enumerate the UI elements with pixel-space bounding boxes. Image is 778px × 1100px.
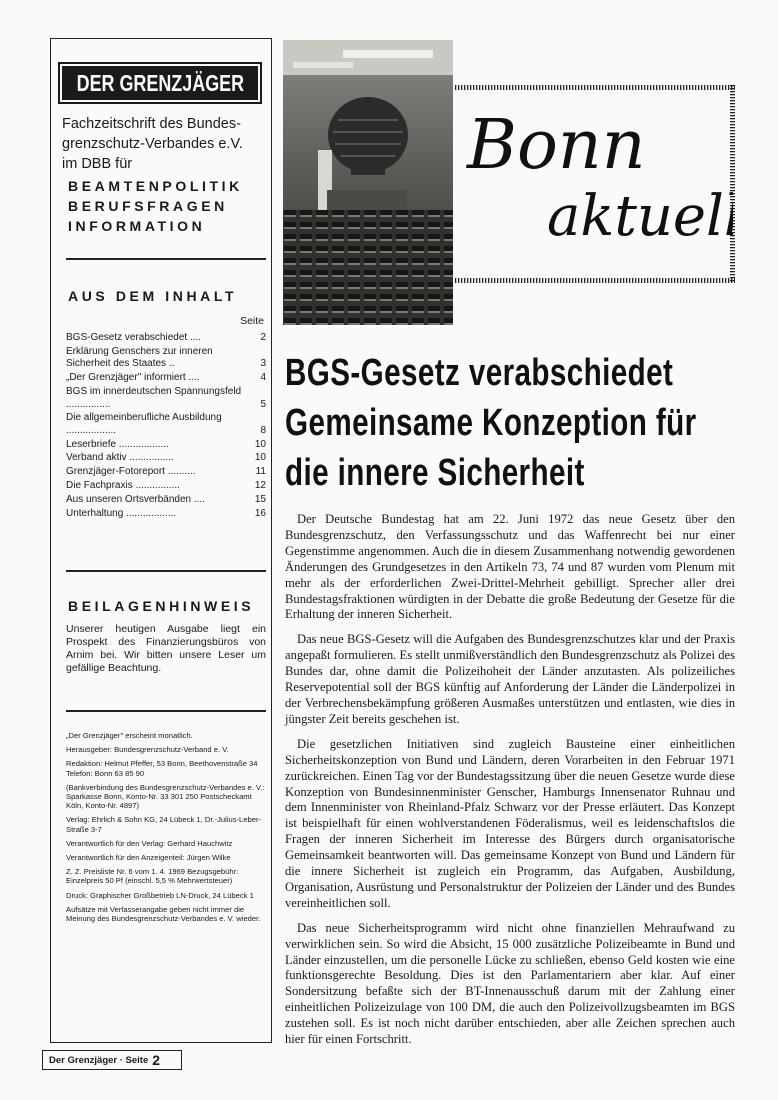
article-paragraph: Das neue Sicherheitsprogramm wird nicht ohne finanziellen Mehraufwand zu verwirklichen sein. So wird die Absicht, 15 000 zusätzliche Polizeibeamte in Bund und Länder einzustellen, um die personelle Lücke zu schließen, ebenso Geld kosten wie eine funktionsgerechte Besoldung. Dies ist den Parlamentariern aber klar. Auf einer Sondersitzung befaßte sich der BT-Innenausschuß darum mit der Zahlung einer einheitlichen Polizeizulage von 100 DM, die auch den Polizeivollzugsbeamten im BGS zustehen soll. Es ist noch nicht darüber entschieden, aber alle Zeichen sprechen auch hier für einen Fortschritt. [285, 920, 735, 1047]
topic-berufsfragen: BERUFSFRAGEN [68, 198, 228, 214]
beilage-text: Unserer heutigen Ausgabe liegt ein Prospekt des Finanzierungsbüros von Arnim bei. Wir bitten unsere Leser um gefällige Beachtung. [66, 623, 266, 674]
toc-item[interactable]: „Der Grenzjäger" informiert .... 4 [66, 372, 266, 384]
article-paragraph: Die gesetzlichen Initiativen sind zugleich Bausteine einer einheitlichen Sicherheitskonzeption von Bund und Ländern, deren Vorarbeiten in den Februar 1971 zurückreichen. Einen Tag vor der Bundestagssitzung über die neuen Gesetze wurde diese Konzeption von Bundesinnenminister Genscher, Hamburgs Innensenator Ruhnau und dem Innenminister von Rheinland-Pfalz Schwarz vor der Presse erläutert. Das Konzept ist beispielhaft für einen wohlverstandenen Föderalismus, weil es leidenschaftslos die Fragen der inneren Sicherheit im Interesse des Bürgers durch organisatorische Gemeinsamkeit beantworten will. Das gemeinsame Konzept von Bund und Ländern für die innere Sicherheit ist zugleich ein Programm, das Aufgaben, Ausbildung, Organisation, Ausrüstung und Personalstruktur der Polizeien der Länder und des Bundes vereinheitlichen soll. [285, 736, 735, 910]
imprint-line: Verantwortlich für den Verlag: Gerhard Hauchwitz [66, 838, 233, 848]
headline-line-1: BGS-Gesetz verabschiedet [285, 352, 674, 394]
imprint-line: Druck: Graphischer Großbetrieb LN-Druck, 24 Lübeck 1 [66, 890, 254, 900]
headline-line-2: Gemeinsame Konzeption für [285, 402, 697, 444]
toc-item[interactable]: BGS-Gesetz verabschiedet .... 2 [66, 332, 266, 343]
article-paragraph: Das neue BGS-Gesetz will die Aufgaben des Bundesgrenzschutzes klar und der Praxis angepaßt formulieren. Es stellt unmißverständlich den Bundesgrenzschutz als Polizei des Bundes dar, ohne damit die Polizeihoheit der Länder anzutasten. Als polizeiliches Reservepotential soll der BGS künftig auf Anforderung der Länder die Länderpolizei in der Verbrechensbekämpfung größeren Ausmaßes unterstützen und entlasten, wie dies in jüngster Zeit bereits geschehen ist. [285, 632, 735, 726]
toc-item[interactable]: Die Fachpraxis ................ 12 [66, 480, 266, 492]
divider [66, 710, 266, 712]
topic-information: INFORMATION [68, 218, 206, 234]
imprint [66, 731, 266, 928]
footer-label: Der Grenzjäger · Seite [49, 1054, 149, 1066]
imprint-line: Verlag: Ehrlich & Sohn KG, 24 Lübeck 1, Dr.-Julius-Leber-Straße 3-7 [66, 815, 262, 834]
subtitle-line-1: Fachzeitschrift des Bundes- [62, 116, 241, 132]
toc-item[interactable]: Erklärung Genschers zur inneren Sicherheit des Staates .. 3 [66, 345, 266, 370]
toc-item[interactable]: Aus unseren Ortsverbänden .... 15 [66, 493, 266, 505]
divider [66, 570, 266, 572]
imprint-line: Aufsätze mit Verfasserangabe geben nicht immer die Meinung des Bundesgrenzschutz-Verbandes e. V. wieder. [66, 904, 261, 924]
subtitle-line-2: grenzschutz-Verbandes e.V. [62, 136, 243, 152]
imprint-line: Redaktion: Helmut Pfeffer, 53 Bonn, Beethovenstraße 34 Telefon: Bonn 63 85 90 [66, 759, 258, 778]
masthead-logo: DER GRENZJÄGER [62, 66, 258, 100]
imprint-line: (Bankverbindung des Bundesgrenzschutz-Verbandes e. V.: Sparkasse Bonn, Konto-Nr. 33 301 250 Postscheckamt Köln, Konto-Nr. 4897) [66, 782, 265, 811]
toc-heading: AUS DEM INHALT [68, 288, 238, 304]
toc-item[interactable]: Verband aktiv ................ 10 [66, 452, 266, 464]
subtitle-line-3: im DBB für [62, 156, 133, 172]
imprint-line: Verantwortlich für den Anzeigenteil: Jürgen Wilke [66, 853, 231, 863]
toc-item[interactable]: Leserbriefe .................. 10 [66, 438, 266, 450]
beilage-heading: BEILAGENHINWEIS [68, 598, 255, 614]
page-footer [42, 1050, 182, 1070]
article-body [285, 512, 735, 1057]
imprint-line: Z. Z. Preisliste Nr. 6 vom 1. 4. 1969 Bezugsgebühr: Einzelpreis 50 Pf (einschl. 5,5 % Mehrwertsteuer) [66, 867, 239, 886]
toc-item[interactable]: Grenzjäger-Fotoreport .......... 11 [66, 466, 266, 478]
bonn-aktuell-logo [455, 90, 733, 280]
imprint-line: Herausgeber: Bundesgrenzschutz-Verband e. V. [66, 745, 229, 755]
toc-item[interactable]: Die allgemeinberufliche Ausbildung .................. 8 [66, 412, 266, 436]
imprint-line: „Der Grenzjäger" erscheint monatlich. [66, 731, 193, 740]
toc-item[interactable]: BGS im innerdeutschen Spannungsfeld ................ 5 [66, 385, 266, 410]
footer-page-number: 2 [152, 1052, 161, 1068]
article-paragraph: Der Deutsche Bundestag hat am 22. Juni 1972 das neue Gesetz über den Bundesgrenzschutz, den Verfassungsschutz und das Waffenrecht bei nur einer Gegenstimme angenommen. Auch die in diesem Zusammenhang notwendig gewordenen Änderungen des Grundgesetzes in den Artikeln 73, 74 und 87 wurden vom Plenum mit mehr als der erforderlichen Zwei-Drittel-Mehrheit gebilligt. Sprecher aller drei Bundestagsfraktionen würdigten in der Debatte die große Bedeutung der Gesetze für die Erhaltung der inneren Sicherheit. [285, 512, 735, 622]
logo-aktuell-text: aktuell [547, 184, 733, 249]
headline-line-3: die innere Sicherheit [285, 452, 585, 494]
table-of-contents [66, 332, 266, 521]
bundestag-photo [283, 40, 453, 325]
divider [66, 258, 266, 260]
parliament-image [283, 40, 453, 325]
toc-page-label: Seite [240, 315, 264, 327]
topic-beamtenpolitik: BEAMTENPOLITIK [68, 178, 243, 194]
toc-item[interactable]: Unterhaltung .................. 16 [66, 507, 266, 519]
logo-bonn-text: Bonn [467, 106, 646, 185]
